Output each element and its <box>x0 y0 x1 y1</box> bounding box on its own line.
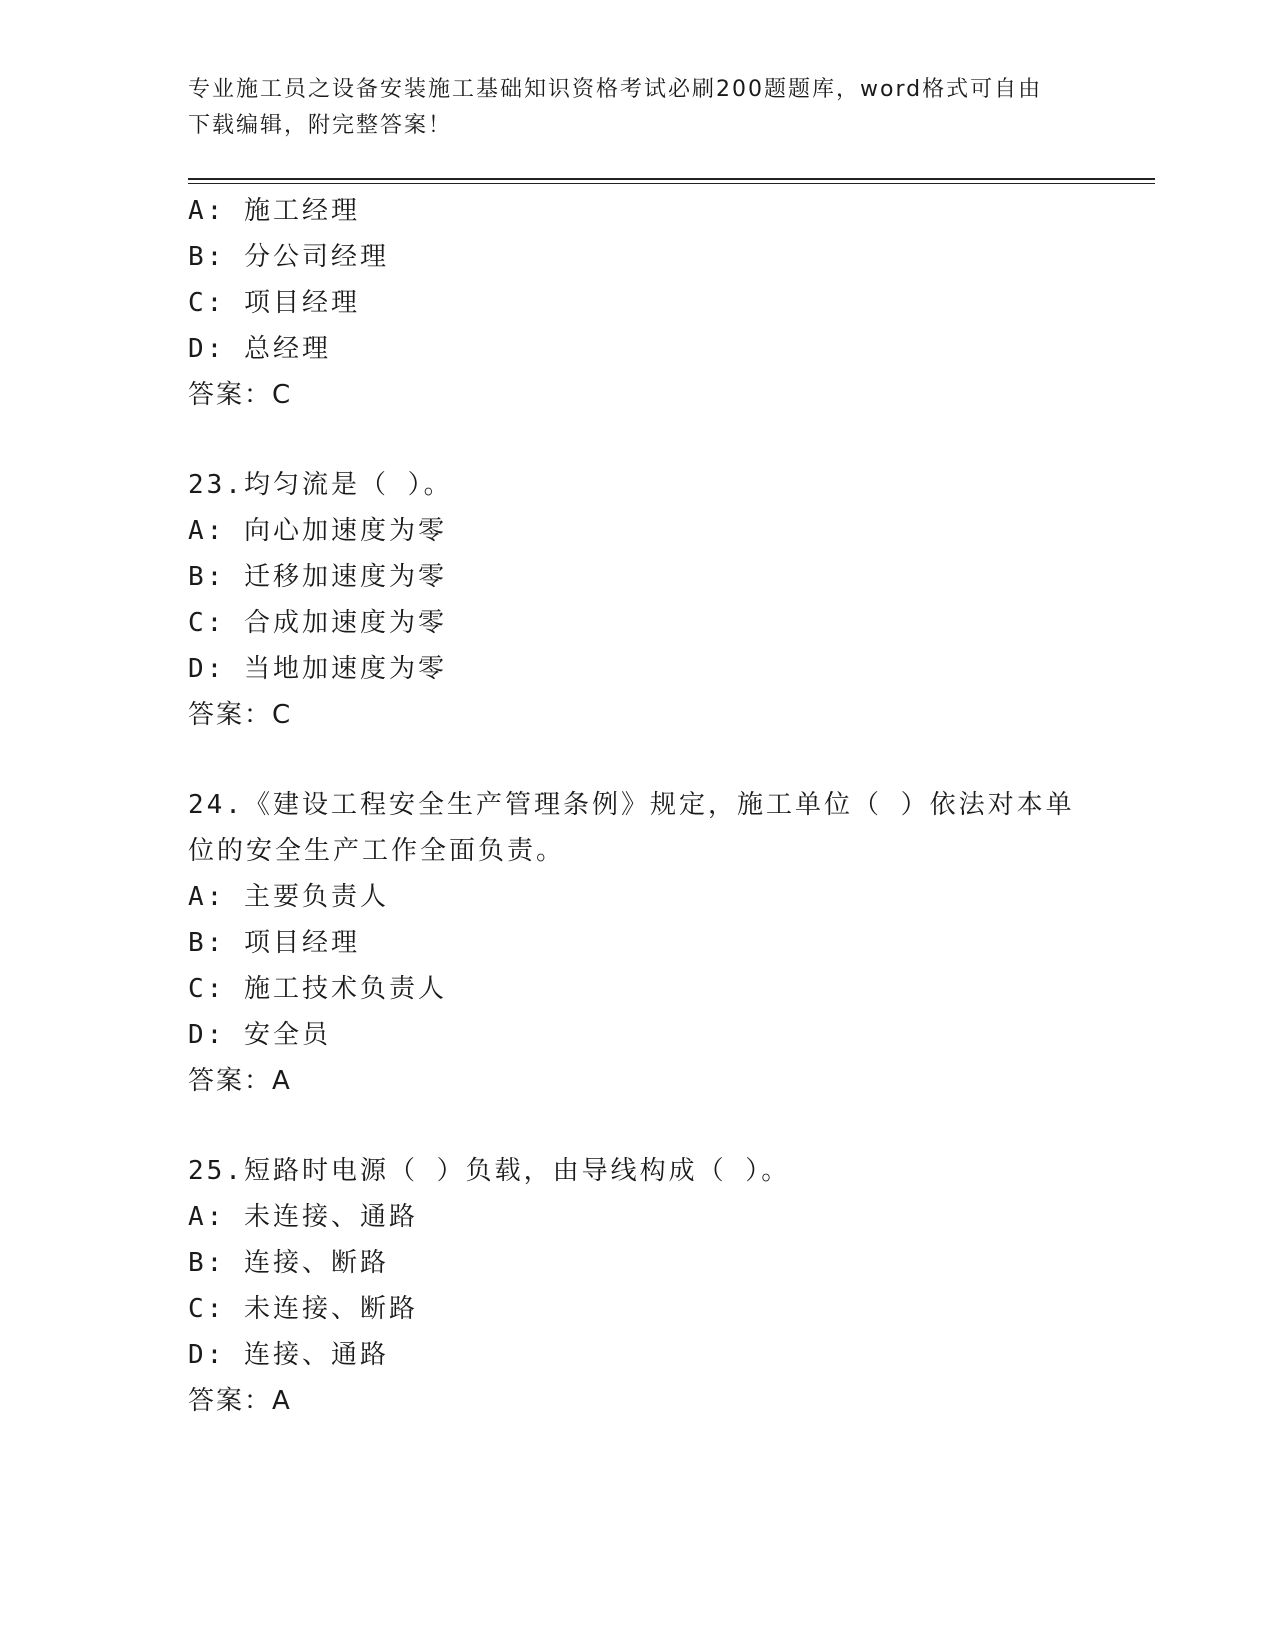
question-list <box>188 188 1088 1424</box>
option-b: B: 连接、断路 <box>188 1248 389 1278</box>
header-title-line-1: 专业施工员之设备安装施工基础知识资格考试必刷200题题库，word格式可自由 <box>188 77 1043 102</box>
option-c: C: 项目经理 <box>188 288 360 318</box>
document-header <box>188 72 1068 144</box>
option-b: B: 项目经理 <box>188 928 360 958</box>
question-stem-line-2: 位的安全生产工作全面负责。 <box>188 836 566 866</box>
option-d: D: 总经理 <box>188 334 331 364</box>
header-divider-thick <box>188 178 1155 180</box>
question-spacer <box>188 738 1088 782</box>
question-spacer <box>188 1104 1088 1148</box>
option-a: A: 向心加速度为零 <box>188 516 447 546</box>
option-a: A: 未连接、通路 <box>188 1202 418 1232</box>
answer-line: 答案：C <box>188 380 293 410</box>
option-b: B: 分公司经理 <box>188 242 389 272</box>
question-22 <box>188 188 1088 418</box>
question-25 <box>188 1148 1088 1424</box>
option-c: C: 施工技术负责人 <box>188 974 447 1004</box>
question-stem: 23.均匀流是（ ）。 <box>188 470 453 500</box>
option-d: D: 当地加速度为零 <box>188 654 447 684</box>
question-23 <box>188 462 1088 738</box>
option-c: C: 合成加速度为零 <box>188 608 447 638</box>
header-title-line-2: 下载编辑，附完整答案！ <box>188 113 453 138</box>
option-a: A: 施工经理 <box>188 196 360 226</box>
option-d: D: 安全员 <box>188 1020 331 1050</box>
option-c: C: 未连接、断路 <box>188 1294 418 1324</box>
option-b: B: 迁移加速度为零 <box>188 562 447 592</box>
header-divider-thin <box>188 183 1155 184</box>
question-stem: 25.短路时电源（ ）负载，由导线构成（ ）。 <box>188 1156 791 1186</box>
question-spacer <box>188 418 1088 462</box>
answer-line: 答案：A <box>188 1066 292 1096</box>
option-a: A: 主要负责人 <box>188 882 389 912</box>
question-stem-line-1: 24.《建设工程安全生产管理条例》规定，施工单位（ ）依法对本单 <box>188 790 1075 820</box>
option-d: D: 连接、通路 <box>188 1340 389 1370</box>
answer-line: 答案：C <box>188 700 293 730</box>
answer-line: 答案：A <box>188 1386 292 1416</box>
question-24 <box>188 782 1088 1104</box>
